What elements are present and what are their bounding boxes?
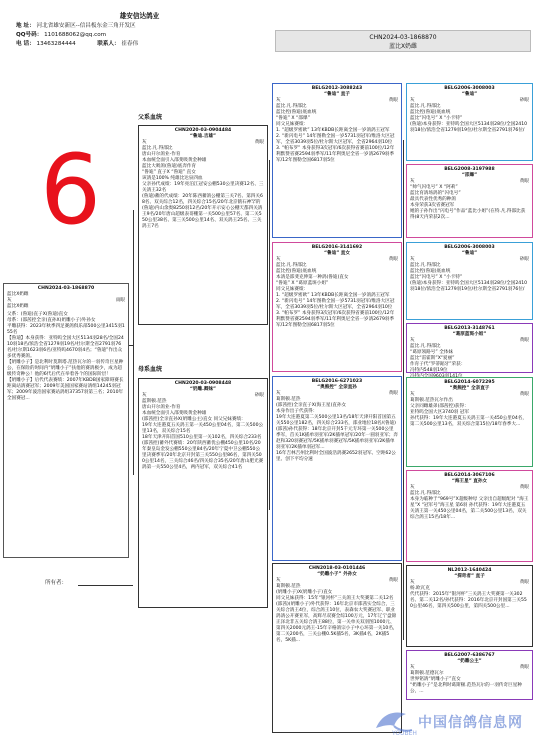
mp-line: 19年大连港夏第二关500公里13名/18年天津开阳首国第五关550公里182名，四关综合233名，邵业地位18名/(鲁迪)(邵茜)孙代获得：18年北京开封5千元专环第一关500公里季军，首关1K插单羽亚军/2K插单冠军/20年一圆羽亚军；奔赵和320羽赛冠军/5K插单羽赛冠军/5K插单羽亚军/2K插单羽亚军/2K插单羽冠军... [276,415,398,450]
father-eye: 黄眼 [254,140,264,145]
mpm-name: “海王星” 直孙女 [451,479,488,484]
mpm-line: 本身为临种于“969号”X超级种母 父亲出自超级配对 “海王星”X “冠军号”海王星 第6羽 孙代获得：19年大连港夏五关鸽王第一关450公里04名，第二关500公里13名，双关综合鸽王15名/18年... [410,497,529,520]
mother-card [138,378,268,608]
pmp-color: 灰 [410,257,415,262]
mp-ring: BELG2016-6271023 [311,379,363,384]
qq-value: 1101688062@qq.com [44,32,107,38]
ppm-line: “帅气闪电号” X “阿莉” [410,185,458,190]
mpm-card [406,470,533,562]
pmm-line: 作育子代“罗蒂蹈牙”荣获： [410,362,466,367]
pmp-line: 蓝比“闪电号” X “小卡特” [410,275,463,280]
pp-line: 2. “新闪电号” 14年图勒全国一岁5731羽冠军/维洛大区冠军，全省3039羽5位/杜尔斯大区冠军，全省2964羽10位 [276,134,395,145]
mmm-name: “奶雕公主” [457,659,482,664]
mpp-eye: 黄眼 [519,392,529,397]
pmp-eye: 砂眼 [519,257,529,262]
father-line: 唐山开尔鸽业-作育 [142,152,181,157]
qq-row [16,31,106,39]
pm-line: “鲁迪” X “葛原蓝斑小姐” [276,281,329,286]
pedigree-title-bar [275,30,531,52]
mpp-line: 葛斯顿.范热瓦尔作出 [410,398,453,403]
father-card [138,125,268,325]
watermark-text: 中国信鸽信息网 [418,715,523,731]
subject-ring: CHN2024-03-1868870 [37,286,95,291]
contact-label: 联系人： [97,41,120,47]
subject-line: 【奶雕小子】是北利时莫斯塔.范热瓦尔的一羽传奇巨星种公，在保险的时间内“奶雕小子”扶他的赛鸽极少，成为超级传奇种公！他的6代后代在举着各个的国际阶层！ [7,360,124,377]
mother-line: 本血统全面引入邵斐吸黄金种雄 [142,411,207,416]
mm-line: 葛斯顿.范热 [276,584,301,589]
pm-line: 1. “超级罗密欧” 13年KBDB长距离全国一岁鸽鸽王冠军 [276,293,390,298]
address-label: 地 址： [16,23,35,29]
mp-name: “奥熊控” 全亲直孙 [317,385,357,390]
pm-line: 蓝比.凡.得邵比 [276,263,307,268]
ppp-line: 蓝比“闪电号” X “小卡特” [410,116,463,121]
ppm-eye: 黄眼 [519,179,529,184]
site-watermark [370,700,530,744]
title-name: 蓝比X奶雌 [388,43,418,50]
pmm-eye: 黄眼 [519,338,529,343]
connector [133,210,134,475]
pmp-ring: BELG2006-3008003 [444,245,495,250]
address-row [16,22,136,30]
pp-line: “鲁迪” X “邵爆” [276,116,310,121]
contact-value: 崔春伟 [121,41,139,47]
ppm-color: 灰 [410,179,415,184]
father-line: 蓝比.凡.得邵比 [142,146,173,151]
address-value: 河北省雄安新区--信昌板东金三角开发区 [36,23,136,29]
mm-line: (奶雕小子)X(奶雕小子)直女 [276,590,333,595]
ppp-eye: 砂眼 [519,98,529,103]
pm-line: 2. “新闪电号” 14年图勒全国一岁5731羽冠军/维洛大区冠军，全省3039羽5位/杜尔斯大区冠军，全省2964羽10位 [276,299,395,310]
watermark-sub: YOUBEH [392,730,417,737]
pm-line: 同父兄妹赛绩： [276,287,309,292]
mother-eye: 砂眼 [254,393,264,398]
mmm-eye: 黄眼 [519,665,529,670]
pmp-line: 蓝比控(鲁迪)底血统 [410,269,451,274]
pmp-line: 蓝比.凡.得邵比 [410,263,441,268]
mother-line: (邵茜控)蓄外代赛绩：20年陕西蓄优公棚450公里10名/20年秦皇岛金发公棚550公里84名/20年宁夏中卫公棚550公里决赛季军/20年北京开封第三关550公里86名，第四关500公里14名，三关综合46名/四关综合35名/20年唐山肥光赛鸽第一关550公里4名，两内冠军，双关综合41名 [142,441,264,470]
mmm-color: 灰 [410,665,415,670]
subject-line: 【奶雕小子】后代代表赛绩：2007年KBDB国家障碍赛长距离站鸽赛冠军；2009年美国国家赛站鸽组14245羽冠军；2009年波浩国家赛站鸽组37357羽第三名；2010年全国赛冠... [7,378,124,401]
mmm-line: 世界铭鸽“奶雕小子”直女 [410,677,461,682]
mpp-color: 灰 [410,392,415,397]
phone-value: 13463284444 [36,41,76,47]
mpm-ring: BELG2014-3067106 [444,473,495,478]
subject-sub: 蓝比X奶雌 [7,304,29,309]
ppp-line: (鲁迪)本身获得：亚特呜全国大区5134羽28位/全国2410羽18位/浓浩全省1279羽19位/杜尔斯全省2791羽76位/ [410,122,528,133]
subject-line: 母系：(邵茜控全亲)直孙X(奶雕小子)外孙女 [7,318,96,323]
pigeon-number: 6 [40,134,102,246]
mpp-name: “奥熊控” 全亲直子 [449,386,490,391]
pmm-line: 冯特内548羽19位 [410,368,448,373]
father-color: 灰 [142,140,147,145]
mmp-line: 代代获得：2015年“银河杯”三关鸽王大奖赛第一关302名、第二关12名/孙代获得：2016年北京开封国第三关550公里46名，第四关500公里，第四关500公里... [410,592,527,609]
ppm-card [406,164,533,238]
father-line: (鲁迪)蓄的代成绩：20年陈西蓄鸽公棚第三关7名、第四关68名、双关综合12名，四关综合15名/20年北京鹤石神罕的(鲁迪)内山余奥8250羽12名/20年开示安心公棚天都四关鸽王9名/20年唐山超级表哥棚第一关500公里57名、第二关550公里38名、第三关500公里14名、双关鸽王25名、三关鸽王7名 [142,194,263,229]
subject-eye: 雨眼 [115,298,125,303]
ppp-name: “鲁迪” [461,92,478,97]
subject-line: 父系：(鲁迪)直子X(鲁迪)直女 [7,312,68,317]
mmm-card [406,650,533,700]
ppp-line: 蓝比控(鲁迪)底血统 [410,110,451,115]
pmp-line: (鲁迪)本身获得：亚特呜全国大区5134羽28位/全国2410羽18位/浓浩全省1279羽19位/杜尔斯全省2791羽76位/ [410,281,528,292]
header [12,10,267,68]
father-line: “鲁迪” 直子X “鲁迪” 直女 [142,170,196,175]
title-ring: CHN2024-03-1868870 [369,34,437,41]
mmp-name: “探奇者” 直子 [454,574,485,579]
mpp-card [406,377,533,467]
mmm-line: 葛斯顿.范德瓦尔 [410,671,444,676]
paternal-grandmother-card [272,242,402,372]
pmp-name: “鲁迪” [461,251,478,256]
mother-line: 蓝斯顿.范热 [142,399,167,404]
father-line: 该鸽是100% 纯雄比达泉四血 [142,176,203,181]
breeder-title: 雄安信达鸽业 [119,12,160,20]
mother-section-label: 母系血统 [138,366,163,373]
ppp-color: 灰 [410,98,415,103]
mm-name: “奶雕小子” 外孙女 [317,572,357,577]
connector [403,140,404,640]
pmm-line: 蓝比.凡.得邵比 [410,344,441,349]
mmp-color: 灰 [410,580,415,585]
subject-line: 平雕获得：2023年秋季四足赛鸽俱乐部500公里3415羽155名 [7,324,125,335]
father-section-label: 父系血统 [138,114,163,121]
father-line: 父亲孙代成绩：19年亮泊江冠安公棚530公里决赛12名、三关鸽王32名 [142,182,264,193]
pmm-ring: BELG2013-3148761 [444,326,495,331]
mp-line: 葛斯顿.范热 [276,397,301,402]
paternal-grandfather-card [272,83,402,238]
pp-eye: 黄眼 [388,98,398,103]
father-line: 蓝比大吸鸽(鲁迪)底奔作育 [142,164,197,169]
mm-line: 同父兄妹获得：15年“银河杯”三关鸽王大奖赛第二关12名(邵茜)(奶雕小子)外代获得：16年北京市邵茜实全综合，三关综合鸽王4位，综合鸽王10位，表森农大奖赛冠军、职业鸽鸽公开赛亚军，高辉尽双赛全综100万元，17年辽宁盘锦正泽北非五关综合鸽王88位，第一关单关双羽图1000元、第四关2000元鸽王-15年辛格鸽宗小子中心环第一关10名，第二关200名，三关公棚0.5K插5名，3K插4名，2K插5名，5K插... [276,596,398,643]
mpm-color: 灰 [410,485,415,490]
ppp-card [406,83,533,161]
ppm-name: “邵爆” [461,173,478,178]
maternal-grandfather-card [272,376,402,561]
subject-color: 灰 [7,298,12,303]
subject-card [3,283,129,558]
mother-line: 18年天津开阳首国510公里第一关102名，四关综合233名 [142,435,262,440]
pp-line: 蓝比.凡.得邵比 [276,104,307,109]
mmp-card [406,565,533,647]
pmm-name: “葛原蓝斑小姐” [452,332,487,337]
pm-ring: BELG2016-3141692 [311,245,363,250]
mother-line: 19年大连港夏五关鸽王第一关450公里04名，第二关500公里13名，双关综合15名 [142,423,264,434]
mp-eye: 黄眼 [388,391,398,396]
pm-line: 3. “帕布罗” 本身获得3次冠军/6次获得省赛前100位/12年利默赞省赛2594羽季军/11年利奥尼全省一岁鸽2679羽季军/12年图勒全国6817羽5位 [276,311,395,328]
mpm-eye: 黄眼 [519,485,529,490]
mmp-eye: 黄眼 [519,580,529,585]
father-line: 本血统全面引入邵斐吸黄金种雄 [142,158,207,163]
mm-color: 灰 [276,578,281,583]
mmm-line: “奶雕小子”是北利时葛斯顿.范热瓦尔的一羽传奇巨星种公，... [410,683,522,694]
ppm-line: 她的子孙作出“闪电号”作品“蓝比小姐”(在特.凡.得邵比获得)8天内荣获2次... [410,209,526,220]
mother-name: “奶雕.卿妹” [189,387,217,392]
ppm-ring: BELG2008-3197988 [444,167,495,172]
mm-ring: CHN2018-03-0101446 [308,566,366,571]
mpp-line: 孙代获得：19年大连港夏五关鸽王第一关450公里04名，第二关500公里13名，双关综合第15位/18年春季大... [410,416,527,427]
phone-label: 电 话： [16,41,35,47]
pp-name: “鲁迪” 直子 [323,92,350,97]
pp-color: 灰 [276,98,281,103]
pmm-line: 蓝比“雷霍斯”X“爱丽” [410,356,455,361]
phone-row [16,40,138,48]
mpm-line: 蓝比.凡.得邵比 [410,491,441,496]
mother-line: (邵茜控)全亲直孙X(奶雕公主)直女 同父兄妹赛绩： [142,417,246,422]
ppm-line: 最具代表性优秀的种鸽 [410,197,456,202]
connector [269,160,270,510]
mm-eye: 黄眼 [388,578,398,583]
mpp-line: 亚特呜全国大区3740羽 冠军 [410,410,470,415]
qq-label: QQ号码： [16,32,43,38]
ppm-line: 本身荣获3次省赛冠军 [410,203,455,208]
mother-color: 灰 [142,393,147,398]
mother-line: 唐山开尔鸽业-作育 [142,405,181,410]
mp-line: 16年吉林吉州比利时全国波浩鸽赛2652羽冠军、空距62公里、创下平均分速 [276,451,396,462]
pp-line: 1. “超级罗密欧” 13年KBDB长距离全国一岁鸽鸽王冠军 [276,128,390,133]
mp-line: 本身作出子代获得： [276,409,318,414]
subject-name: 蓝比X奶雌 [7,292,29,297]
pm-color: 灰 [276,257,281,262]
mother-ring: CHN2020-03-0908448 [174,381,232,386]
pp-line: 同父兄妹赛绩： [276,122,309,127]
mmp-ring: NL2012-1640424 [447,568,492,573]
mmm-ring: BELG2007-6386767 [444,653,495,658]
pp-ring: BELG2012-3088243 [311,86,363,91]
father-ring: CHN2020-03-0904484 [174,128,232,133]
pp-line: 3. “帕布罗” 本身获得3次冠军/6次获得省赛前100位/12年利默赞省赛2594羽季军/11年利奥尼全省一岁鸽2679羽季军/12年图勒全国6817羽5位 [276,146,395,163]
pm-line: 本鸽是邵斐克伸第一种鸽(鲁迪)直女 [276,275,349,280]
pp-line: 蓝比控(鲁迪)底血统 [276,110,317,115]
mmp-line: 杨.欧瓦克 [410,586,430,591]
pm-name: “鲁迪” 直女 [323,251,350,256]
ppp-line: 蓝比.凡.得邵比 [410,104,441,109]
ppp-ring: BELG2006-3008003 [444,86,495,91]
ppm-line: 蓝比育鸽场鸽的“闪电号” [410,191,461,196]
pmm-color: 灰 [410,338,415,343]
mp-line: (邵茜控)全亲直子X(海王星)直孙女 [276,403,347,408]
mp-color: 灰 [276,391,281,396]
mpp-ring: BELG2014-6072295 [444,380,495,385]
owner-label: 所有者： [45,580,68,586]
pmm-card [406,323,533,373]
father-name: “鲁迪.吉雄” [189,134,217,139]
owner-signature-line [78,585,133,586]
pmm-line: “葛原领路号” 全体妹 [410,350,453,355]
pm-line: 蓝比控(鲁迪)底血统 [276,269,317,274]
subject-line: 【鲁迪】本身获得：亚特呜全国大区5134羽28名/全国2410羽18名/浓浩全省1279羽19名/杜尔斯全省2791羽76名/杜尔斯1623羽6名/亚特呜4670羽4名；“鲁迪”作出众多优秀赛鸽。 [7,336,124,359]
pm-eye: 黄眼 [388,257,398,262]
pmp-card [406,242,533,320]
mpp-line: 父亲同雌雄弟(邵茜控)获得： [410,404,469,409]
